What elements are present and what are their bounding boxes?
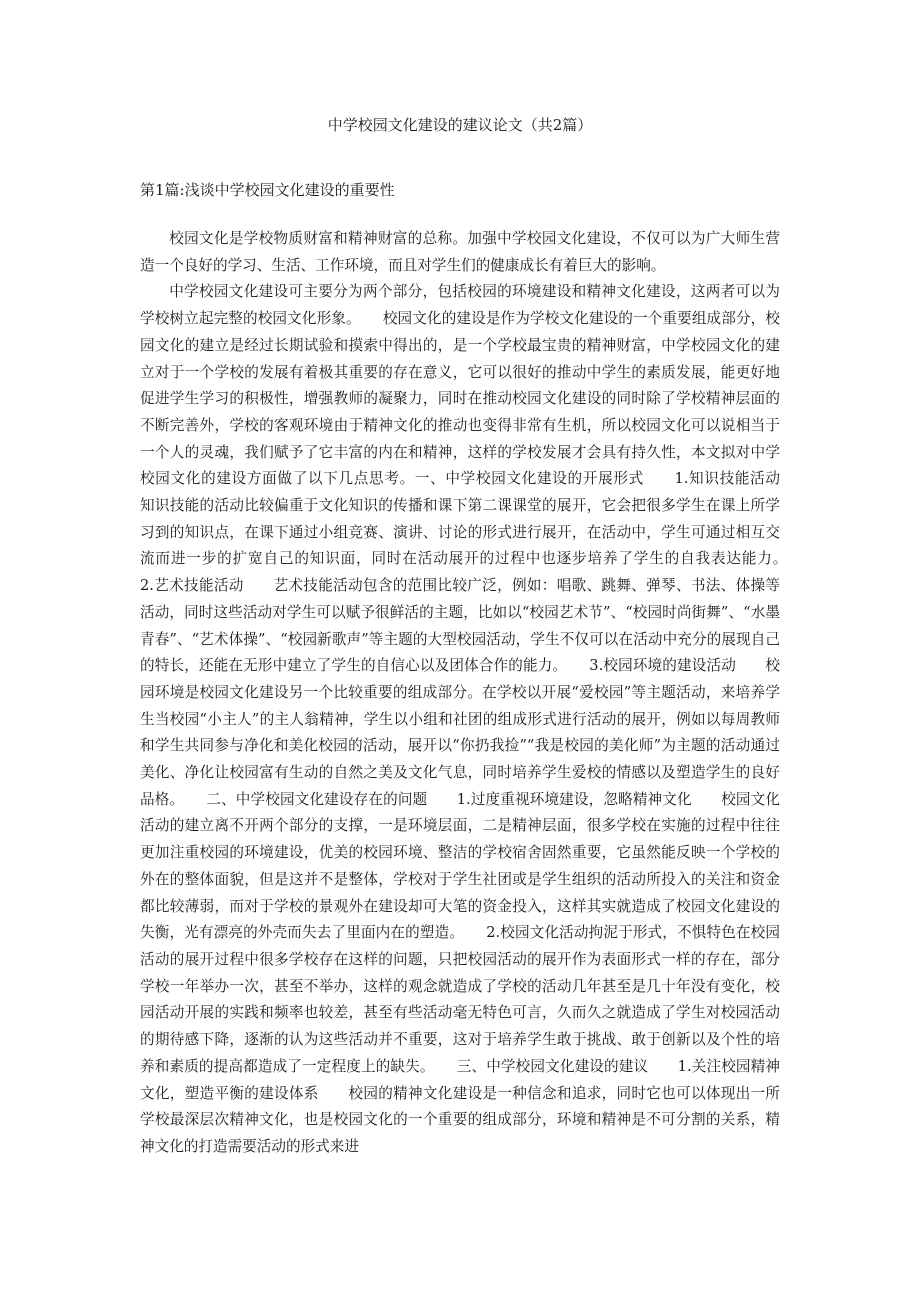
paragraph-intro: 校园文化是学校物质财富和精神财富的总称。加强中学校园文化建设，不仅可以为广大师生营造一个良好的学习、生活、工作环境，而且对学生们的健康成长有着巨大的影响。: [140, 230, 780, 274]
article-title: 第1篇:浅谈中学校园文化建设的重要性: [140, 181, 395, 199]
document-title: 中学校园文化建设的建议论文（共2篇）: [327, 116, 593, 134]
paragraph-main: 中学校园文化建设可主要分为两个部分，包括校园的环境建设和精神文化建设，这两者可以为学校树立起完整的校园文化形象。 校园文化的建设是作为学校文化建设的一个重要组成部分，校园文化的建立是经过长期试验和摸索中得出的，是一个学校最宝贵的精神财富，中学校园文化的建立对于一个学校的发展有着极其重要的存在意义，它可以很好的推动中学生的素质发展，能更好地促进学生学习的积极性，增强教师的凝聚力，同时在推动校园文化建设的同时除了学校精神层面的不断完善外，学校的客观环境由于精神文化的推动也变得非常有生机，所以校园文化可以说相当于一个人的灵魂，我们赋予了它丰富的内在和精神，这样的学校发展才会具有持久性，本文拟对中学校园文化的建设方面做了以下几点思考。一、中学校园文化建设的开展形式 1.知识技能活动 知识技能的活动比较偏重于文化知识的传播和课下第二课课堂的展开，它会把很多学生在课上所学习到的知识点，在课下通过小组竞赛、演讲、讨论的形式进行展开，在活动中，学生可通过相互交流而进一步的扩宽自己的知识面，同时在活动展开的过程中也逐步培养了学生的自我表达能力。 2.艺术技能活动 艺术技能活动包含的范围比较广泛，例如：唱歌、跳舞、弹琴、书法、体操等活动，同时这些活动对学生可以赋予很鲜活的主题，比如以“校园艺术节”、“校园时尚街舞”、“水墨青春”、“艺术体操”、“校园新歌声”等主题的大型校园活动，学生不仅可以在活动中充分的展现自己的特长，还能在无形中建立了学生的自信心以及团体合作的能力。 3.校园环境的建设活动 校园环境是校园文化建设另一个比较重要的组成部分。在学校以开展“爱校园”等主题活动，来培养学生当校园“小主人”的主人翁精神，学生以小组和社团的组成形式进行活动的展开，例如以每周教师和学生共同参与净化和美化校园的活动，展开以“你扔我捡”“我是校园的美化师”为主题的活动通过美化、净化让校园富有生动的自然之美及文化气息，同时培养学生爱校的情感以及塑造学生的良好品格。 二、中学校园文化建设存在的问题 1.过度重视环境建设，忽略精神文化 校园文化活动的建立离不开两个部分的支撑，一是环境层面，二是精神层面，很多学校在实施的过程中往往更加注重校园的环境建设，优美的校园环境、整洁的学校宿舍固然重要，它虽然能反映一个学校的外在的整体面貌，但是这并不是整体，学校对于学生社团或是学生组织的活动所投入的关注和资金都比较薄弱，而对于学校的景观外在建设却可大笔的资金投入，这样其实就造成了校园文化建设的失衡，光有漂亮的外壳而失去了里面内在的塑造。 2.校园文化活动拘泥于形式，不惧特色在校园活动的展开过程中很多学校存在这样的问题，只把校园活动的展开作为表面形式一样的存在，部分学校一年举办一次，甚至不举办，这样的观念就造成了学校的活动几年甚至是几十年没有变化，校园活动开展的实践和频率也较差，甚至有些活动毫无特色可言，久而久之就造成了学生对校园活动的期待感下降，逐渐的认为这些活动并不重要，这对于培养学生敢于挑战、敢于创新以及个性的培养和素质的提高都造成了一定程度上的缺失。 三、中学校园文化建设的建议 1.关注校园精神文化，塑造平衡的建设体系 校园的精神文化建设是一种信念和追求，同时它也可以体现出一所学校最深层次精神文化，也是校园文化的一个重要的组成部分，环境和精神是不可分割的关系，精神文化的打造需要活动的形式来进: [140, 283, 810, 1155]
article-body: [140, 226, 810, 1161]
